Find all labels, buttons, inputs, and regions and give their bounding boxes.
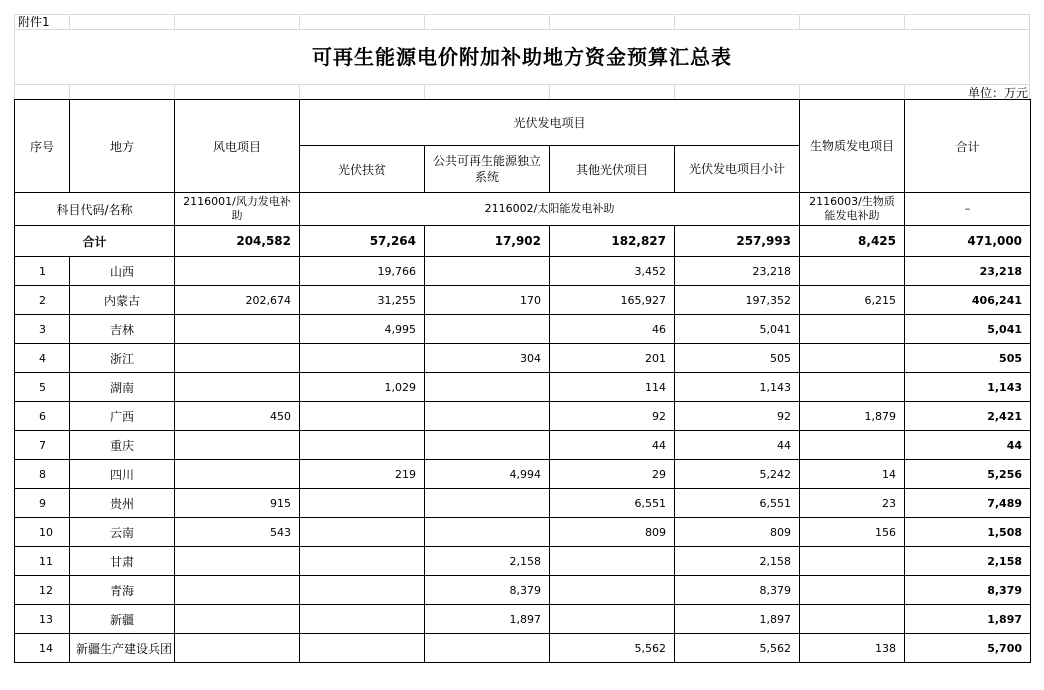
- row-region: 山西: [70, 257, 175, 286]
- row-region: 新疆: [70, 605, 175, 634]
- row-index: 5: [15, 373, 70, 402]
- header-index: 序号: [15, 100, 70, 193]
- row-pv-public: 1,897: [425, 605, 550, 634]
- row-pv-other: 809: [550, 518, 675, 547]
- row-wind: [175, 431, 300, 460]
- row-pv-poverty: [300, 547, 425, 576]
- row-region: 内蒙古: [70, 286, 175, 315]
- row-pv-subtotal: 92: [675, 402, 800, 431]
- row-pv-other: 3,452: [550, 257, 675, 286]
- grand-total-wind: 204,582: [175, 226, 300, 257]
- row-biomass: [800, 344, 905, 373]
- row-total: 1,508: [905, 518, 1031, 547]
- grand-total-total: 471,000: [905, 226, 1031, 257]
- row-pv-other: 6,551: [550, 489, 675, 518]
- row-index: 2: [15, 286, 70, 315]
- row-region: 浙江: [70, 344, 175, 373]
- row-index: 12: [15, 576, 70, 605]
- unit-label: 单位：万元: [967, 86, 1028, 100]
- row-pv-other: 114: [550, 373, 675, 402]
- row-pv-subtotal: 197,352: [675, 286, 800, 315]
- row-biomass: 14: [800, 460, 905, 489]
- row-total: 2,421: [905, 402, 1031, 431]
- row-pv-poverty: 31,255: [300, 286, 425, 315]
- row-pv-public: 8,379: [425, 576, 550, 605]
- header-pv-subtotal: 光伏发电项目小计: [675, 146, 800, 193]
- code-total: –: [905, 193, 1031, 226]
- table-row: [15, 518, 1031, 547]
- row-pv-public: [425, 315, 550, 344]
- grand-total-label: 合计: [15, 226, 175, 257]
- row-pv-public: 304: [425, 344, 550, 373]
- row-index: 13: [15, 605, 70, 634]
- row-pv-public: 4,994: [425, 460, 550, 489]
- row-total: 2,158: [905, 547, 1031, 576]
- header-total: 合计: [905, 100, 1031, 193]
- row-pv-subtotal: 1,897: [675, 605, 800, 634]
- row-pv-other: 165,927: [550, 286, 675, 315]
- row-pv-poverty: [300, 605, 425, 634]
- row-pv-poverty: [300, 518, 425, 547]
- row-pv-subtotal: 1,143: [675, 373, 800, 402]
- table-row: [15, 315, 1031, 344]
- code-pv: 2116002/太阳能发电补助: [300, 193, 800, 226]
- row-pv-subtotal: 8,379: [675, 576, 800, 605]
- table-row: [15, 605, 1031, 634]
- header-region: 地方: [70, 100, 175, 193]
- row-biomass: 1,879: [800, 402, 905, 431]
- code-wind: 2116001/风力发电补助: [175, 193, 300, 226]
- row-index: 8: [15, 460, 70, 489]
- row-pv-poverty: 1,029: [300, 373, 425, 402]
- row-total: 8,379: [905, 576, 1031, 605]
- row-biomass: [800, 431, 905, 460]
- row-total: 5,256: [905, 460, 1031, 489]
- grand-total-biomass: 8,425: [800, 226, 905, 257]
- row-wind: 543: [175, 518, 300, 547]
- row-index: 4: [15, 344, 70, 373]
- table-row: [15, 634, 1031, 663]
- row-pv-subtotal: 44: [675, 431, 800, 460]
- table-row: [15, 286, 1031, 315]
- row-biomass: 23: [800, 489, 905, 518]
- table-row: [15, 402, 1031, 431]
- row-pv-other: [550, 576, 675, 605]
- grand-total-pv-other: 182,827: [550, 226, 675, 257]
- row-wind: [175, 547, 300, 576]
- row-wind: [175, 460, 300, 489]
- row-wind: [175, 344, 300, 373]
- row-total: 1,897: [905, 605, 1031, 634]
- row-pv-other: 201: [550, 344, 675, 373]
- row-index: 7: [15, 431, 70, 460]
- row-total: 7,489: [905, 489, 1031, 518]
- row-region: 四川: [70, 460, 175, 489]
- row-wind: [175, 576, 300, 605]
- row-pv-poverty: [300, 576, 425, 605]
- table-row: [15, 547, 1031, 576]
- row-region: 贵州: [70, 489, 175, 518]
- row-total: 23,218: [905, 257, 1031, 286]
- header-pv-poverty: 光伏扶贫: [300, 146, 425, 193]
- row-biomass: [800, 605, 905, 634]
- row-biomass: 156: [800, 518, 905, 547]
- row-index: 9: [15, 489, 70, 518]
- row-wind: [175, 605, 300, 634]
- row-pv-public: 170: [425, 286, 550, 315]
- row-region: 云南: [70, 518, 175, 547]
- row-index: 1: [15, 257, 70, 286]
- table-row: [15, 460, 1031, 489]
- row-biomass: 138: [800, 634, 905, 663]
- row-pv-other: [550, 547, 675, 576]
- row-total: 5,041: [905, 315, 1031, 344]
- header-pv-group: 光伏发电项目: [300, 100, 800, 146]
- grand-total-pv-poverty: 57,264: [300, 226, 425, 257]
- row-wind: 450: [175, 402, 300, 431]
- row-biomass: [800, 576, 905, 605]
- row-region: 重庆: [70, 431, 175, 460]
- row-region: 湖南: [70, 373, 175, 402]
- row-wind: 915: [175, 489, 300, 518]
- row-index: 14: [15, 634, 70, 663]
- row-pv-subtotal: 23,218: [675, 257, 800, 286]
- row-biomass: [800, 257, 905, 286]
- row-pv-other: 5,562: [550, 634, 675, 663]
- row-index: 6: [15, 402, 70, 431]
- row-pv-subtotal: 2,158: [675, 547, 800, 576]
- row-total: 44: [905, 431, 1031, 460]
- sheet-title: 可再生能源电价附加补助地方资金预算汇总表: [312, 45, 732, 69]
- row-wind: [175, 373, 300, 402]
- row-index: 10: [15, 518, 70, 547]
- budget-summary-table: [14, 99, 1031, 663]
- row-total: 5,700: [905, 634, 1031, 663]
- row-pv-poverty: 4,995: [300, 315, 425, 344]
- row-biomass: [800, 373, 905, 402]
- row-wind: [175, 257, 300, 286]
- code-row-label: 科目代码/名称: [15, 193, 175, 226]
- row-pv-poverty: 219: [300, 460, 425, 489]
- row-pv-subtotal: 5,041: [675, 315, 800, 344]
- header-pv-other: 其他光伏项目: [550, 146, 675, 193]
- row-wind: [175, 634, 300, 663]
- row-pv-poverty: [300, 489, 425, 518]
- row-pv-public: [425, 518, 550, 547]
- code-biomass: 2116003/生物质能发电补助: [800, 193, 905, 226]
- header-biomass: 生物质发电项目: [800, 100, 905, 193]
- row-pv-public: [425, 634, 550, 663]
- table-row: [15, 373, 1031, 402]
- row-pv-public: 2,158: [425, 547, 550, 576]
- row-pv-public: [425, 373, 550, 402]
- grand-total-pv-subtotal: 257,993: [675, 226, 800, 257]
- row-pv-poverty: [300, 402, 425, 431]
- table-row: [15, 489, 1031, 518]
- row-pv-other: 29: [550, 460, 675, 489]
- row-pv-poverty: [300, 344, 425, 373]
- row-pv-poverty: [300, 431, 425, 460]
- grand-total-pv-public: 17,902: [425, 226, 550, 257]
- row-wind: 202,674: [175, 286, 300, 315]
- row-pv-poverty: [300, 634, 425, 663]
- row-pv-subtotal: 5,562: [675, 634, 800, 663]
- row-wind: [175, 315, 300, 344]
- row-index: 3: [15, 315, 70, 344]
- row-total: 406,241: [905, 286, 1031, 315]
- row-pv-subtotal: 6,551: [675, 489, 800, 518]
- row-biomass: 6,215: [800, 286, 905, 315]
- row-pv-subtotal: 5,242: [675, 460, 800, 489]
- row-pv-subtotal: 505: [675, 344, 800, 373]
- row-index: 11: [15, 547, 70, 576]
- row-region: 吉林: [70, 315, 175, 344]
- header-pv-public: 公共可再生能源独立系统: [425, 146, 550, 193]
- attachment-label: 附件1: [18, 15, 50, 29]
- row-biomass: [800, 547, 905, 576]
- grand-total-row: [15, 226, 1031, 257]
- table-row: [15, 576, 1031, 605]
- row-pv-other: 44: [550, 431, 675, 460]
- row-total: 1,143: [905, 373, 1031, 402]
- row-region: 广西: [70, 402, 175, 431]
- row-pv-public: [425, 489, 550, 518]
- table-row: [15, 431, 1031, 460]
- row-pv-subtotal: 809: [675, 518, 800, 547]
- row-pv-public: [425, 431, 550, 460]
- header-wind: 风电项目: [175, 100, 300, 193]
- table-row: [15, 257, 1031, 286]
- row-biomass: [800, 315, 905, 344]
- row-pv-other: 46: [550, 315, 675, 344]
- row-pv-public: [425, 257, 550, 286]
- row-region: 甘肃: [70, 547, 175, 576]
- row-pv-poverty: 19,766: [300, 257, 425, 286]
- row-pv-other: 92: [550, 402, 675, 431]
- row-pv-public: [425, 402, 550, 431]
- row-pv-other: [550, 605, 675, 634]
- table-row: [15, 344, 1031, 373]
- row-region: 新疆生产建设兵团: [70, 634, 175, 663]
- row-region: 青海: [70, 576, 175, 605]
- row-total: 505: [905, 344, 1031, 373]
